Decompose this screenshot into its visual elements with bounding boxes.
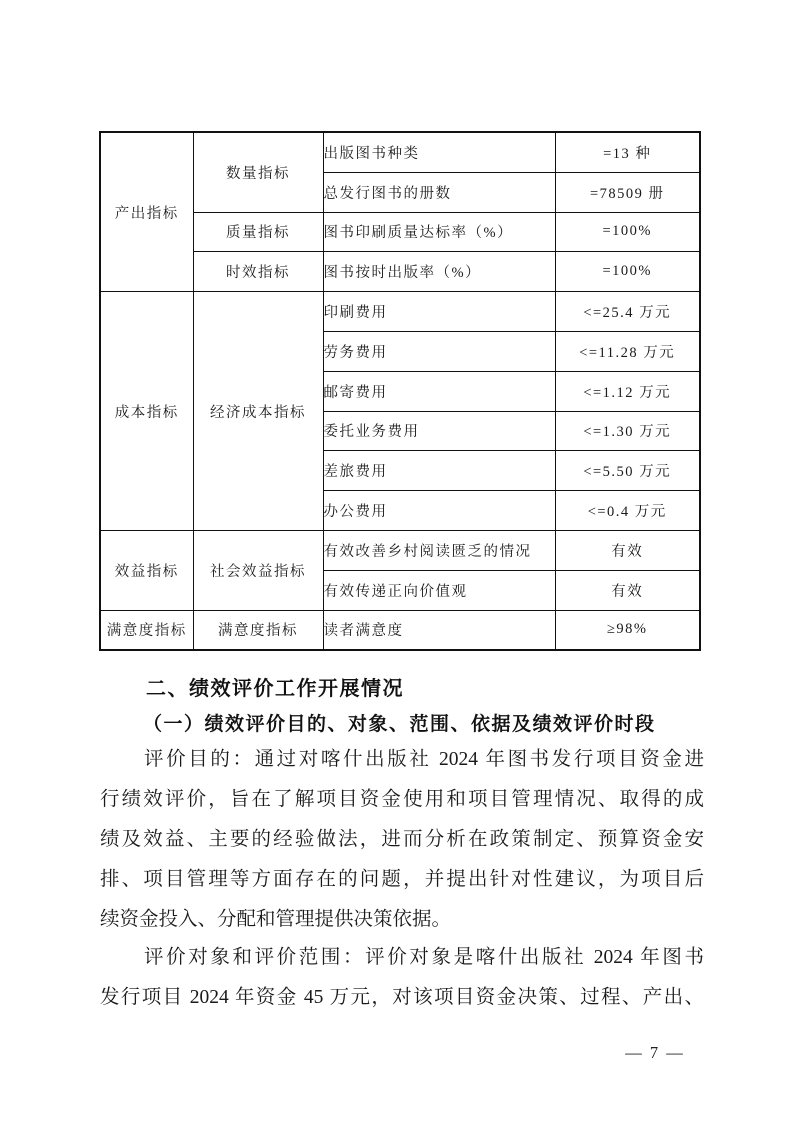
indicator-name-cell: 有效改善乡村阅读匮乏的情况: [323, 530, 555, 570]
subcategory-cell-social-benefit: 社会效益指标: [193, 530, 323, 610]
category-cell-satisfaction: 满意度指标: [100, 610, 193, 650]
indicator-value-cell: 有效: [555, 570, 700, 610]
table-row: [100, 132, 700, 172]
indicator-value-cell: <=11.28 万元: [555, 331, 700, 371]
indicator-value-cell: =13 种: [555, 132, 700, 172]
table-row: [100, 292, 700, 332]
indicator-name-cell: 总发行图书的册数: [323, 172, 555, 212]
table-row: [100, 610, 700, 650]
paragraph-line: 评价目的：通过对喀什出版社 2024 年图书发行项目资金进: [144, 749, 704, 770]
indicator-name-cell: 印刷费用: [323, 292, 555, 332]
subcategory-cell-timeliness: 时效指标: [193, 252, 323, 292]
category-cell-cost: 成本指标: [100, 292, 193, 531]
table-row: [100, 530, 700, 570]
paragraph-line: 发行项目 2024 年资金 45 万元，对该项目资金决策、过程、产出、: [100, 987, 704, 1008]
paragraph-line: 排、项目管理等方面存在的问题，并提出针对性建议，为项目后: [100, 869, 704, 890]
indicator-value-cell: <=25.4 万元: [555, 292, 700, 332]
indicator-value-cell: <=1.30 万元: [555, 411, 700, 451]
indicator-value-cell: =100%: [555, 212, 700, 252]
indicator-name-cell: 图书印刷质量达标率（%）: [323, 212, 555, 252]
indicator-name-cell: 办公费用: [323, 491, 555, 531]
indicator-value-cell: =78509 册: [555, 172, 700, 212]
indicator-name-cell: 出版图书种类: [323, 132, 555, 172]
indicator-name-cell: 差旅费用: [323, 451, 555, 491]
performance-indicator-table: [99, 131, 701, 651]
indicator-name-cell: 图书按时出版率（%）: [323, 252, 555, 292]
paragraph-evaluation-purpose: [100, 740, 704, 940]
paragraph-line: 绩及效益、主要的经验做法，进而分析在政策制定、预算资金安: [100, 829, 704, 850]
indicator-value-cell: <=0.4 万元: [555, 491, 700, 531]
indicator-name-cell: 劳务费用: [323, 331, 555, 371]
indicator-name-cell: 邮寄费用: [323, 371, 555, 411]
paragraph-evaluation-scope: [100, 938, 704, 1018]
subcategory-cell-quality: 质量指标: [193, 212, 323, 252]
subcategory-cell-quantity: 数量指标: [193, 132, 323, 212]
paragraph-line: 评价对象和评价范围：评价对象是喀什出版社 2024 年图书: [144, 947, 704, 968]
subcategory-cell-economic-cost: 经济成本指标: [193, 292, 323, 531]
page-number: — 7 —: [625, 1043, 685, 1062]
subcategory-cell-satisfaction: 满意度指标: [193, 610, 323, 650]
indicator-name-cell: 读者满意度: [323, 610, 555, 650]
section-heading: 二、绩效评价工作开展情况: [146, 678, 404, 700]
subsection-heading: （一）绩效评价目的、对象、范围、依据及绩效评价时段: [143, 714, 656, 735]
category-cell-benefit: 效益指标: [100, 530, 193, 610]
indicator-value-cell: <=1.12 万元: [555, 371, 700, 411]
category-cell-output: 产出指标: [100, 132, 193, 292]
indicator-value-cell: <=5.50 万元: [555, 451, 700, 491]
indicator-name-cell: 委托业务费用: [323, 411, 555, 451]
indicator-value-cell: ≥98%: [555, 610, 700, 650]
indicator-value-cell: 有效: [555, 530, 700, 570]
paragraph-line: 续资金投入、分配和管理提供决策依据。: [100, 909, 452, 930]
indicator-value-cell: =100%: [555, 252, 700, 292]
indicator-name-cell: 有效传递正向价值观: [323, 570, 555, 610]
paragraph-line: 行绩效评价，旨在了解项目资金使用和项目管理情况、取得的成: [100, 789, 704, 810]
